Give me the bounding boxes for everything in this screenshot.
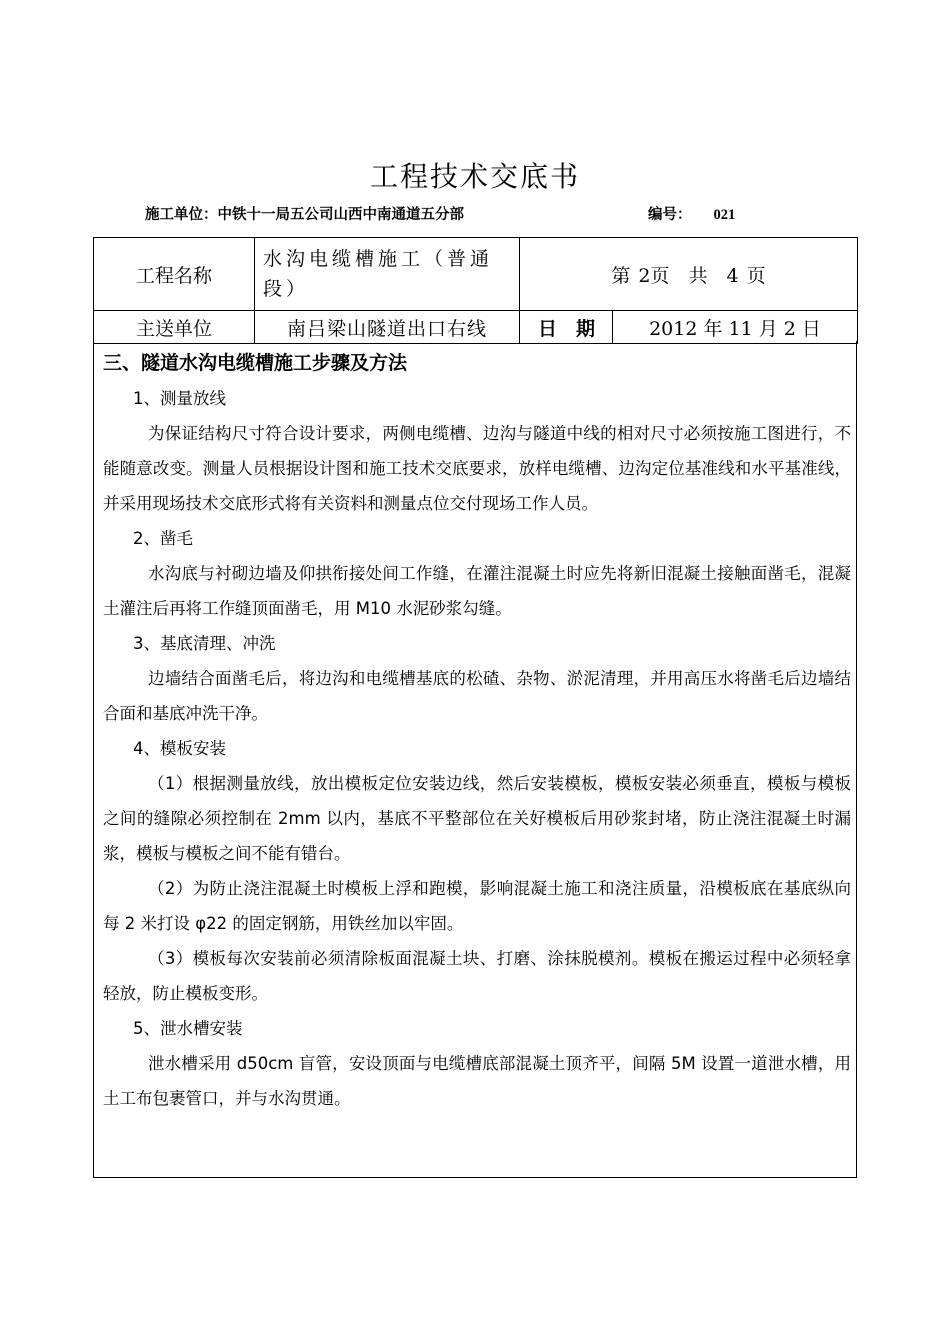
code-label: 编号： — [648, 207, 692, 223]
project-name-label: 工程名称 — [94, 238, 255, 311]
page-info: 第 2页 共 4 页 — [520, 238, 858, 311]
item-heading: 5、泄水槽安装 — [133, 1019, 243, 1038]
item-paragraph: 泄水槽采用 d50cm 盲管，安设顶面与电缆槽底部混凝土顶齐平，间隔 5M 设置一道泄水槽，用土工布包裹管口，并与水沟贯通。 — [103, 1054, 851, 1108]
item-heading: 4、模板安装 — [133, 739, 226, 758]
section-title: 三、隧道水沟电缆槽施工步骤及方法 — [103, 352, 408, 374]
content-box — [93, 341, 857, 1178]
content-body — [103, 345, 851, 1116]
item-paragraph: 为保证结构尺寸符合设计要求，两侧电缆槽、边沟与隧道中线的相对尺寸必须按施工图进行，不能随意改变。测量人员根据设计图和施工技术交底要求，放样电缆槽、边沟定位基准线和水平基准线，并采用现场技术交底形式将有关资料和测量点位交付现场工作人员。 — [103, 424, 851, 513]
sender-label: 主送单位 — [94, 311, 255, 344]
document-title: 工程技术交底书 — [369, 160, 580, 193]
item-heading: 1、测量放线 — [133, 389, 226, 408]
construction-unit: 施工单位：中铁十一局五公司山西中南通道五分部 — [145, 207, 464, 223]
item-paragraph: （3）模板每次安装前必须清除板面混凝土块、打磨、涂抹脱模剂。模板在搬运过程中必须轻拿轻放，防止模板变形。 — [103, 949, 851, 1003]
item-heading: 3、基底清理、冲洗 — [133, 634, 276, 653]
date-label: 日 期 — [520, 311, 613, 344]
item-paragraph: 水沟底与衬砌边墙及仰拱衔接处间工作缝，在灌注混凝土时应先将新旧混凝土接触面凿毛，混凝土灌注后再将工作缝顶面凿毛，用 M10 水泥砂浆勾缝。 — [103, 564, 851, 618]
header-table — [93, 237, 858, 344]
project-name-value: 水沟电缆槽施工（普通段） — [255, 238, 520, 311]
code-value: 021 — [713, 207, 736, 223]
item-paragraph: （1）根据测量放线，放出模板定位安装边线，然后安装模板，模板安装必须垂直，模板与模板之间的缝隙必须控制在 2mm 以内，基底不平整部位在关好模板后用砂浆封堵，防止浇注混凝土时漏浆，模板与模板之间不能有错台。 — [103, 774, 851, 863]
document-code — [648, 203, 735, 224]
item-heading: 2、凿毛 — [133, 529, 193, 548]
date-value: 2012 年 11 月 2 日 — [613, 311, 858, 344]
item-paragraph: （2）为防止浇注混凝土时模板上浮和跑模，影响混凝土施工和浇注质量，沿模板底在基底纵向每 2 米打设 φ22 的固定钢筋，用铁丝加以牢固。 — [103, 879, 851, 933]
sender-value: 南吕梁山隧道出口右线 — [255, 311, 520, 344]
item-paragraph: 边墙结合面凿毛后，将边沟和电缆槽基底的松碴、杂物、淤泥清理，并用高压水将凿毛后边墙结合面和基底冲洗干净。 — [103, 669, 851, 723]
